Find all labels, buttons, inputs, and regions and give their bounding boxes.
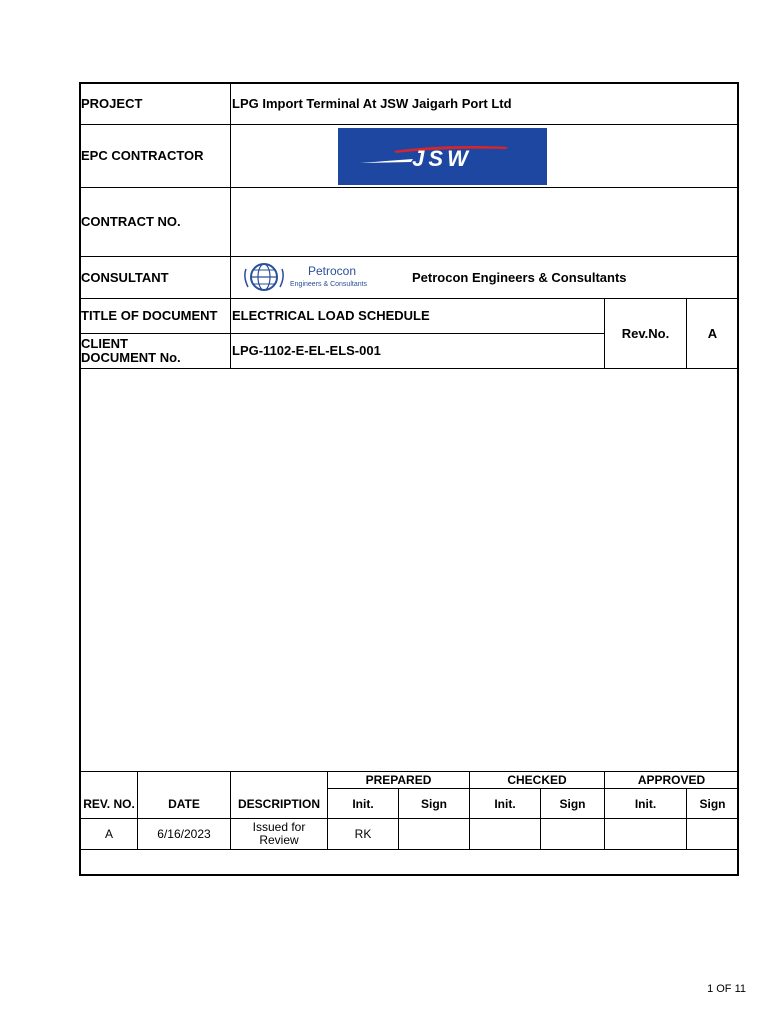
prepared-sign-header: Sign [421,796,447,811]
project-label: PROJECT [81,95,143,111]
row-prepared-init: RK [354,827,372,841]
consultant-value: Petrocon Engineers & Consultants [412,269,627,285]
globe-icon [240,259,400,295]
row-approved-init [605,819,686,849]
checked-init-header: Init. [494,796,516,811]
svg-text:Petrocon: Petrocon [308,264,357,278]
row-approved-sign [687,819,738,849]
client-label-line2: DOCUMENT No. [81,350,181,365]
date-header: DATE [168,796,200,811]
jsw-logo-graphic [338,128,547,185]
page-number: 1 OF 11 [707,983,746,995]
divider [80,849,738,850]
title-label: TITLE OF DOCUMENT [81,308,218,323]
row-description-line2: Review [259,833,299,847]
epc-contractor-label: EPC CONTRACTOR [81,148,204,163]
svg-text:Engineers & Consultants: Engineers & Consultants [290,281,368,288]
client-label-line1: CLIENT [81,336,128,351]
contract-no-label: CONTRACT NO. [81,214,181,229]
project-value: LPG Import Terminal At JSW Jaigarh Port Ltd [232,95,512,111]
contract-no-value [232,188,732,256]
prepared-init-header: Init. [352,796,374,811]
divider [230,83,231,368]
rev-no-label: Rev.No. [621,325,670,341]
divider [80,368,738,369]
approved-init-header: Init. [634,796,657,811]
row-checked-init [470,819,540,849]
checked-header: CHECKED [507,773,567,787]
jsw-logo [338,128,547,185]
description-header: DESCRIPTION [237,796,320,811]
row-date: 6/16/2023 [157,827,211,841]
checked-sign-header: Sign [559,796,586,811]
row-checked-sign [541,819,604,849]
approved-header: APPROVED [637,773,706,787]
petrocon-logo [240,259,400,295]
row-description [231,819,327,849]
client-document-value: LPG-1102-E-EL-ELS-001 [232,343,381,358]
client-document-label [81,334,229,368]
row-prepared-sign [399,819,469,849]
approved-sign-header: Sign [699,796,726,811]
svg-text:JSW: JSW [412,146,472,171]
title-value: ELECTRICAL LOAD SCHEDULE [232,308,430,323]
rev-no-header: REV. NO. [83,796,135,811]
consultant-label: CONSULTANT [81,269,169,285]
prepared-header: PREPARED [365,773,432,787]
rev-no-value: A [707,325,718,341]
row-rev: A [104,827,113,841]
row-description-line1: Issued for [252,820,306,834]
